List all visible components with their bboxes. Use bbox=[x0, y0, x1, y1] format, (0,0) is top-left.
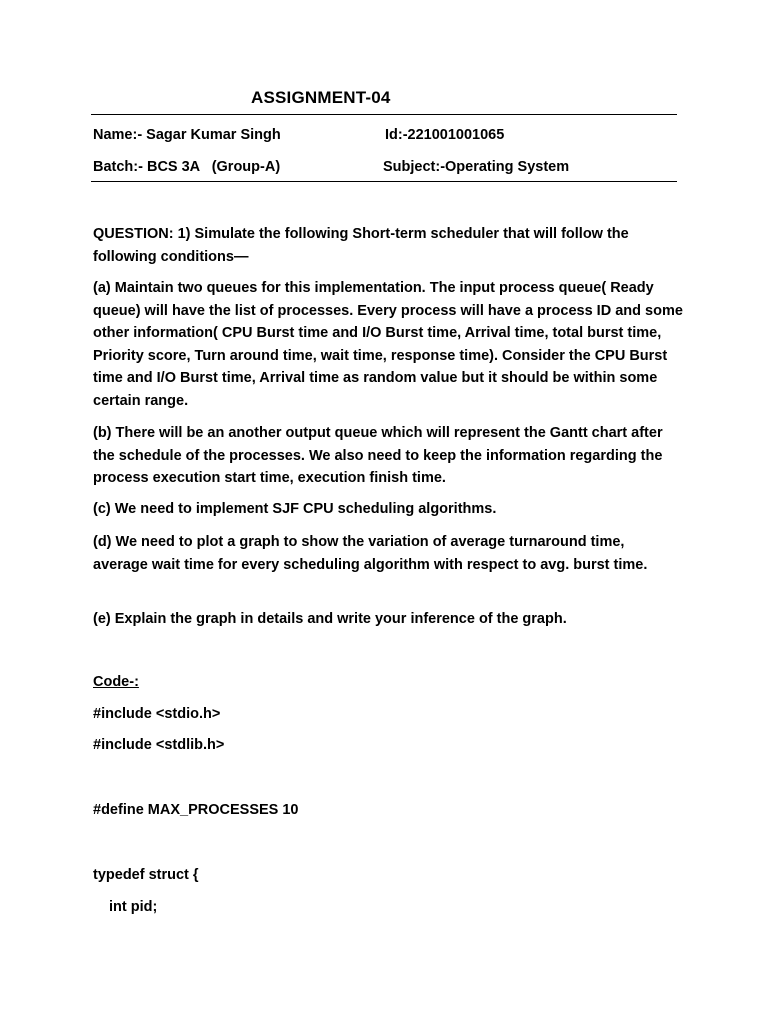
code-line: #include <stdlib.h> bbox=[93, 737, 225, 753]
code-line: typedef struct { bbox=[93, 867, 199, 883]
code-line: int pid; bbox=[109, 899, 158, 915]
student-name: Name:- Sagar Kumar Singh bbox=[93, 127, 281, 143]
question-part-d: (d) We need to plot a graph to show the variation of average turnaround time, average wait time for every scheduling algorithm with respect to avg. burst time. bbox=[93, 534, 648, 573]
title-divider bbox=[91, 114, 677, 115]
batch-info: Batch:- BCS 3A (Group-A) bbox=[93, 159, 281, 175]
question-part-b: (b) There will be an another output queue which will represent the Gantt chart after the schedule of the processes. We also need to keep the information regarding the process execution start time, execution finish time. bbox=[93, 425, 663, 486]
code-heading: Code-: bbox=[93, 674, 139, 690]
assignment-title: ASSIGNMENT-04 bbox=[251, 88, 391, 107]
question-intro: QUESTION: 1) Simulate the following Short-term scheduler that will follow the following conditions— bbox=[93, 226, 629, 265]
code-line: #define MAX_PROCESSES 10 bbox=[93, 802, 299, 818]
code-line: #include <stdio.h> bbox=[93, 706, 221, 722]
question-part-e: (e) Explain the graph in details and write your inference of the graph. bbox=[93, 611, 567, 627]
header-divider bbox=[91, 181, 677, 182]
subject-info: Subject:-Operating System bbox=[383, 159, 570, 175]
question-part-c: (c) We need to implement SJF CPU scheduling algorithms. bbox=[93, 501, 497, 517]
student-id: Id:-221001001065 bbox=[385, 127, 505, 143]
question-part-a: (a) Maintain two queues for this implementation. The input process queue( Ready queue) will have the list of processes. Every process will have a process ID and some other information( CPU Burst time and I/O Burst time, Arrival time, total burst time, Priority score, Turn around time, wait time, response time). Consider the CPU Burst time and I/O Burst time, Arrival time as random value but it should be within some certain range. bbox=[93, 280, 683, 409]
